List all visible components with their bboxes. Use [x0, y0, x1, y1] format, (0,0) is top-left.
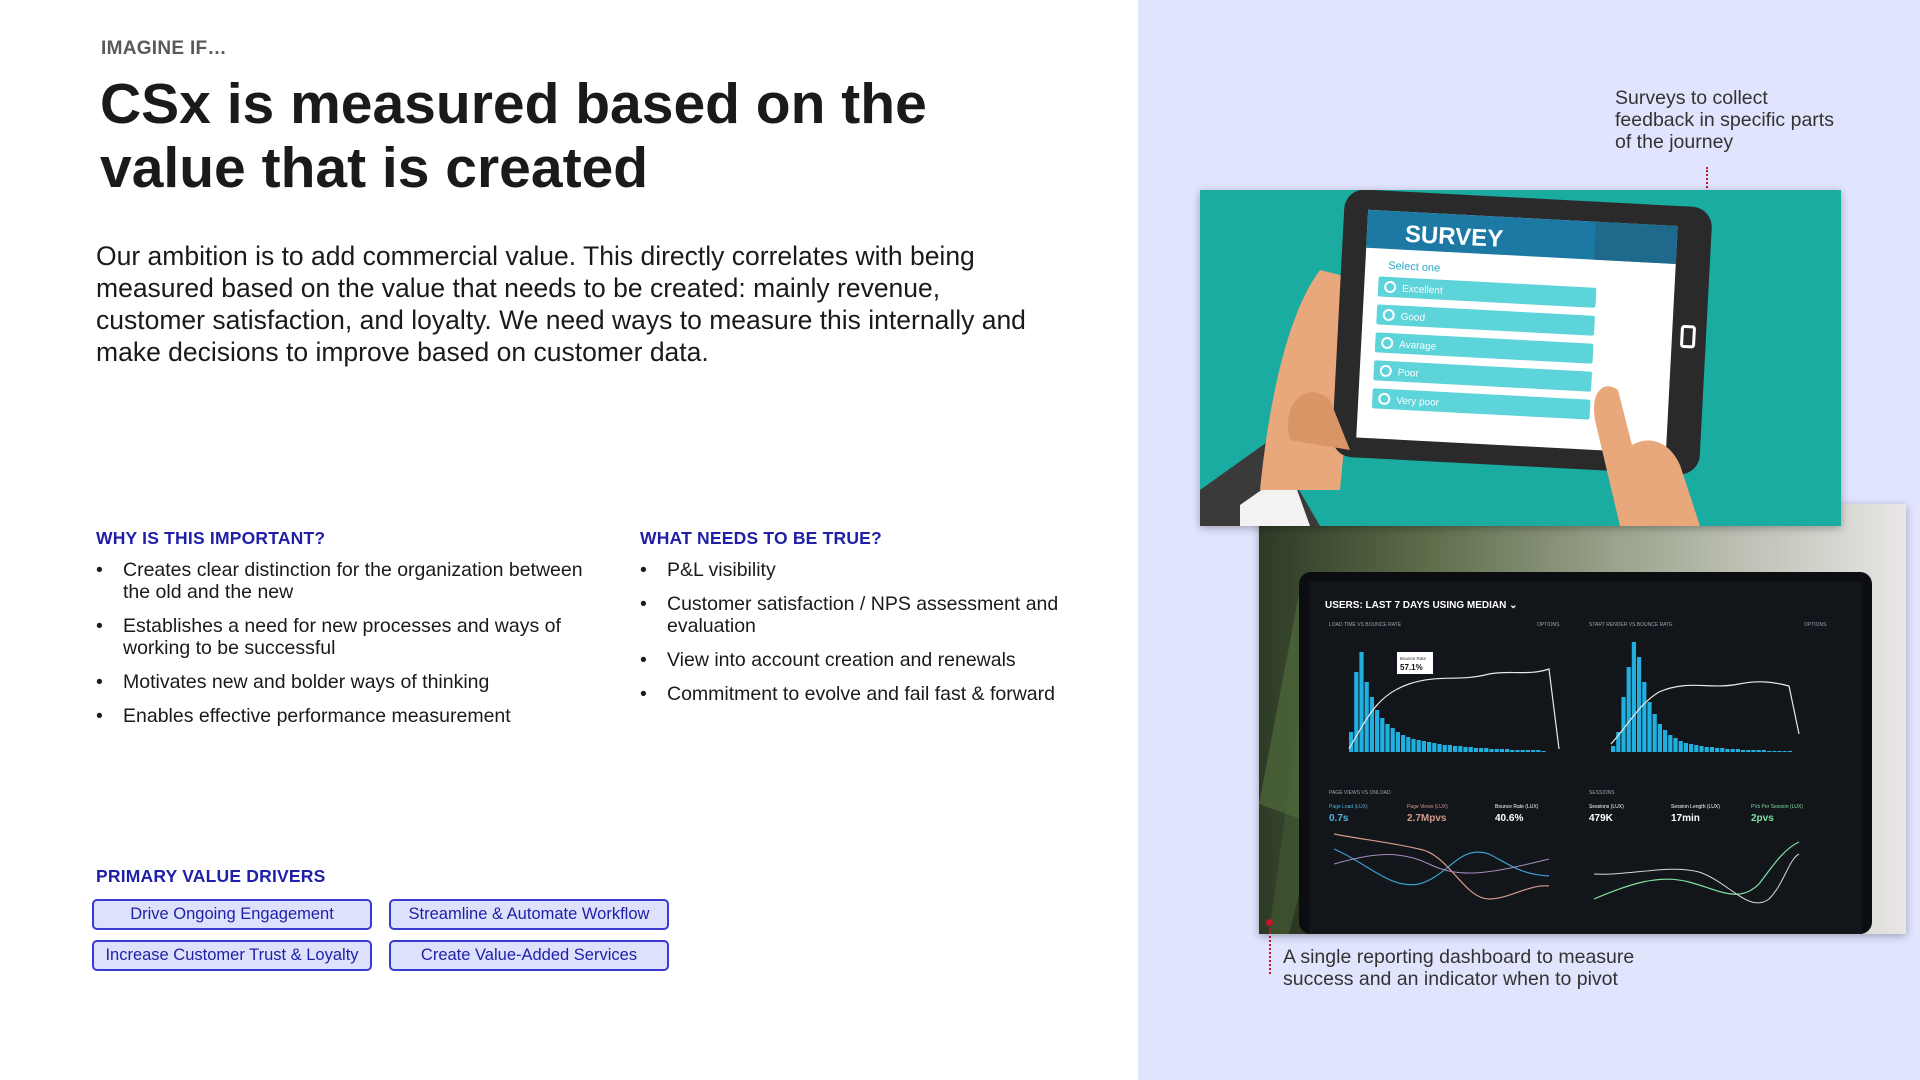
driver-tag-workflow: Streamline & Automate Workflow [389, 899, 669, 930]
histogram-bar [1422, 741, 1426, 752]
histogram-bar [1432, 743, 1436, 752]
histogram-bar [1679, 741, 1683, 752]
needs-item: • Customer satisfaction / NPS assessment and evaluation [640, 593, 1090, 637]
dash-metric-value: 2pvs [1751, 813, 1774, 824]
histogram-bar [1689, 744, 1693, 752]
dash-metric-value: 17min [1671, 813, 1700, 824]
histogram-bar [1359, 652, 1363, 752]
eyebrow: IMAGINE IF… [101, 38, 227, 59]
dash-bottom-left-title: PAGE VIEWS VS ONLOAD [1329, 790, 1391, 796]
histogram-bar [1521, 750, 1525, 752]
histogram-bar [1736, 749, 1740, 752]
histogram-bar [1401, 735, 1405, 752]
needs-item: • P&L visibility [640, 559, 1090, 581]
survey-option: Poor [1397, 367, 1420, 380]
dash-metric-value: 0.7s [1329, 813, 1349, 824]
histogram-bar [1746, 750, 1750, 752]
histogram-bar [1777, 751, 1781, 752]
dash-header-mode: MEDIAN [1466, 600, 1507, 611]
dash-panel1-title: LOAD TIME VS BOUNCE RATE [1329, 622, 1402, 628]
histogram-bar [1647, 702, 1651, 752]
histogram-bar [1783, 751, 1787, 752]
dash-metric-value: 40.6% [1495, 813, 1524, 824]
histogram-bar [1673, 738, 1677, 752]
histogram-bar [1637, 657, 1641, 752]
histogram-bar [1474, 748, 1478, 752]
histogram-bar [1531, 750, 1535, 752]
survey-image [1200, 190, 1841, 526]
histogram-bar [1469, 747, 1473, 752]
dash-metric-label: Bounce Rate (LUX) [1495, 804, 1539, 810]
histogram-bar [1453, 746, 1457, 752]
needs-list [640, 559, 1090, 717]
histogram-bar [1767, 751, 1771, 752]
driver-tag-services: Create Value-Added Services [389, 940, 669, 971]
histogram-bar [1380, 718, 1384, 752]
dash-bottom-right-title: SESSIONS [1589, 790, 1615, 796]
histogram-bar [1406, 737, 1410, 752]
why-item: • Establishes a need for new processes and ways of working to be successful [96, 615, 606, 659]
title-line-2: value that is created [100, 136, 649, 200]
histogram-bar [1541, 751, 1545, 752]
drivers-heading: PRIMARY VALUE DRIVERS [96, 866, 326, 886]
survey-prompt: Select one [1387, 259, 1441, 275]
histogram-bar [1772, 751, 1776, 752]
why-item: • Creates clear distinction for the organization between the old and the new [96, 559, 606, 603]
dash-metric-label: Page Load (LUX) [1329, 804, 1368, 810]
histogram-bar [1668, 735, 1672, 752]
histogram-bar [1658, 724, 1662, 752]
histogram-bar [1621, 697, 1625, 752]
histogram-bar [1627, 667, 1631, 752]
histogram-bar [1385, 724, 1389, 752]
dash-header-days: 7 DAYS [1394, 600, 1430, 611]
histogram-bar [1427, 742, 1431, 752]
histogram-bar [1705, 747, 1709, 752]
histogram-bar [1741, 750, 1745, 752]
histogram-bar [1762, 750, 1766, 752]
histogram-bar [1484, 748, 1488, 752]
survey-title: SURVEY [1404, 220, 1504, 253]
dash-metric-label: Sessions (LUX) [1589, 804, 1624, 810]
dash-metric-value: 479K [1589, 813, 1613, 824]
dash-metric-label: PVs Per Session (LUX) [1751, 804, 1803, 810]
survey-option: Avarage [1398, 339, 1437, 353]
histogram-bar [1391, 728, 1395, 752]
dash-metric-value: 2.7Mpvs [1407, 813, 1447, 824]
histogram-bar [1731, 749, 1735, 752]
histogram-bar [1500, 749, 1504, 752]
histogram-bar [1715, 748, 1719, 752]
needs-item: • Commitment to evolve and fail fast & forward [640, 683, 1090, 705]
page-title [100, 72, 1000, 200]
histogram-bar [1751, 750, 1755, 752]
intro-paragraph: Our ambition is to add commercial value. This directly correlates with being measured based on the value that needs to be created: mainly revenue, customer satisfaction, and loyalty. We need ways to measure this internally and make decisions to improve based on customer data. [96, 241, 1026, 367]
dash-options-label: OPTIONS [1537, 622, 1560, 628]
histogram-bar [1515, 750, 1519, 752]
dash-panel2-title: START RENDER VS BOUNCE RATE [1589, 622, 1673, 628]
dash-tooltip-value: 57.1% [1400, 663, 1423, 672]
needs-item: • View into account creation and renewals [640, 649, 1090, 671]
histogram-bar [1417, 740, 1421, 752]
title-line-1: CSx is measured based on the [100, 72, 927, 136]
dash-metric-label: Page Views (LUX) [1407, 804, 1448, 810]
histogram-bar [1495, 749, 1499, 752]
dashboard-leader-line [1269, 924, 1271, 974]
histogram-bar [1463, 747, 1467, 752]
histogram-bar [1448, 745, 1452, 752]
dashboard-caption: A single reporting dashboard to measure success and an indicator when to pivot [1283, 946, 1635, 990]
histogram-bar [1720, 748, 1724, 752]
histogram-bar [1694, 745, 1698, 752]
histogram-bar [1710, 747, 1714, 752]
histogram-bar [1725, 749, 1729, 752]
histogram-bar [1458, 746, 1462, 752]
driver-tag-engagement: Drive Ongoing Engagement [92, 899, 372, 930]
why-list [96, 559, 606, 739]
histogram-bar [1526, 750, 1530, 752]
survey-caption: Surveys to collect feedback in specific parts of the journey [1615, 87, 1834, 153]
histogram-bar [1632, 642, 1636, 752]
histogram-bar [1370, 697, 1374, 752]
dash-header-suffix: USING [1432, 600, 1465, 611]
why-item: • Motivates new and bolder ways of thinking [96, 671, 606, 693]
histogram-bar [1536, 750, 1540, 752]
dash-tooltip-label: Bounce Rate [1400, 656, 1427, 661]
svg-text:USERS: LAST 7 DAYS USING MEDIA: USERS: LAST 7 DAYS USING MEDIAN ⌄ [1325, 600, 1518, 611]
histogram-bar [1479, 748, 1483, 752]
survey-option: Good [1400, 311, 1426, 324]
histogram-bar [1653, 714, 1657, 752]
survey-option: Very poor [1395, 395, 1440, 409]
histogram-bar [1699, 746, 1703, 752]
histogram-bar [1375, 710, 1379, 752]
survey-option: Excellent [1401, 283, 1443, 297]
histogram-bar [1663, 730, 1667, 752]
histogram-bar [1788, 751, 1792, 752]
histogram-bar [1396, 732, 1400, 752]
histogram-bar [1505, 749, 1509, 752]
why-heading: WHY IS THIS IMPORTANT? [96, 528, 326, 548]
dash-options-label: OPTIONS [1804, 622, 1827, 628]
dash-header-prefix: USERS: LAST [1325, 600, 1392, 611]
histogram-bar [1757, 750, 1761, 752]
dash-metric-label: Session Length (LUX) [1671, 804, 1720, 810]
histogram-bar [1437, 744, 1441, 752]
why-item: • Enables effective performance measurement [96, 705, 606, 727]
histogram-bar [1510, 750, 1514, 752]
histogram-bar [1684, 743, 1688, 752]
driver-tag-trust: Increase Customer Trust & Loyalty [92, 940, 372, 971]
histogram-bar [1443, 745, 1447, 752]
histogram-bar [1411, 739, 1415, 752]
histogram-bar [1642, 682, 1646, 752]
needs-heading: WHAT NEEDS TO BE TRUE? [640, 528, 882, 548]
dashboard-image [1259, 504, 1906, 934]
histogram-bar [1489, 749, 1493, 752]
histogram-bar [1611, 746, 1615, 752]
